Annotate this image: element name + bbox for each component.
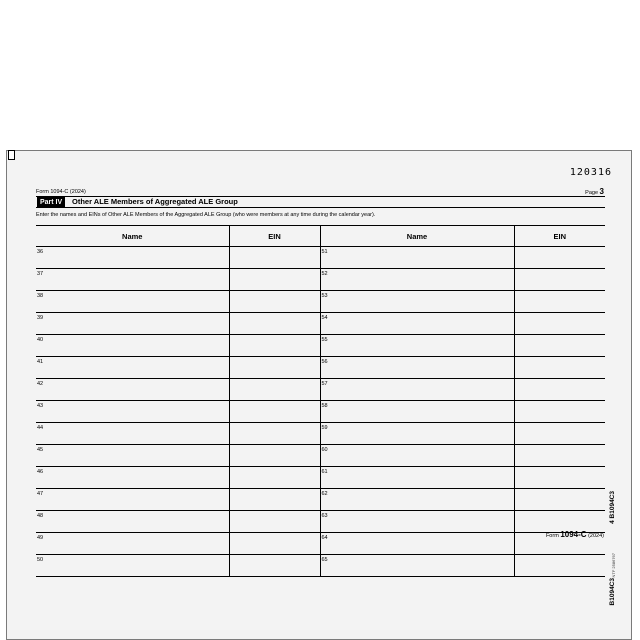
table-header-row	[36, 226, 605, 247]
name-cell-right[interactable]	[320, 511, 514, 533]
ein-cell-right[interactable]	[514, 555, 605, 577]
line-number: 41	[37, 359, 44, 365]
line-number: 65	[321, 557, 328, 563]
line-number: 56	[321, 359, 328, 365]
name-cell-left[interactable]	[36, 313, 229, 335]
table-row	[36, 313, 605, 335]
ein-cell-left[interactable]	[229, 269, 320, 291]
ein-cell-right[interactable]	[514, 423, 605, 445]
table-row	[36, 533, 605, 555]
ein-cell-right[interactable]	[514, 291, 605, 313]
name-cell-left[interactable]	[36, 247, 229, 269]
table-row	[36, 423, 605, 445]
line-number: 44	[37, 425, 44, 431]
line-number: 50	[37, 557, 44, 563]
ein-cell-right[interactable]	[514, 445, 605, 467]
page-label: Page	[585, 190, 599, 196]
ein-cell-right[interactable]	[514, 269, 605, 291]
line-number: 61	[321, 469, 328, 475]
page-number: 3	[599, 187, 604, 196]
ein-cell-left[interactable]	[229, 401, 320, 423]
line-number: 62	[321, 491, 328, 497]
ein-cell-left[interactable]	[229, 423, 320, 445]
line-number: 57	[321, 381, 328, 387]
ein-cell-left[interactable]	[229, 555, 320, 577]
name-cell-right[interactable]	[320, 489, 514, 511]
name-cell-right[interactable]	[320, 533, 514, 555]
page-indicator	[585, 187, 604, 196]
name-cell-left[interactable]	[36, 533, 229, 555]
line-number: 47	[37, 491, 44, 497]
line-number: 46	[37, 469, 44, 475]
name-cell-right[interactable]	[320, 401, 514, 423]
line-number: 53	[321, 293, 328, 299]
name-cell-left[interactable]	[36, 335, 229, 357]
column-header-name-left: Name	[36, 226, 229, 247]
ein-cell-left[interactable]	[229, 291, 320, 313]
footer-form-name: 1094-C	[560, 530, 587, 539]
line-number: 38	[37, 293, 44, 299]
ein-cell-left[interactable]	[229, 489, 320, 511]
ein-cell-right[interactable]	[514, 379, 605, 401]
ein-cell-right[interactable]	[514, 247, 605, 269]
table-row	[36, 489, 605, 511]
name-cell-right[interactable]	[320, 357, 514, 379]
ein-cell-left[interactable]	[229, 357, 320, 379]
table-row	[36, 511, 605, 533]
line-number: 59	[321, 425, 328, 431]
table-row	[36, 555, 605, 577]
part-title: Other ALE Members of Aggregated ALE Group	[72, 197, 238, 206]
instructions-text: Enter the names and EINs of Other ALE Members of the Aggregated ALE Group (who were members at any time during the calendar year).	[36, 212, 376, 218]
table-row	[36, 467, 605, 489]
ein-cell-left[interactable]	[229, 247, 320, 269]
ein-cell-left[interactable]	[229, 467, 320, 489]
ein-cell-left[interactable]	[229, 511, 320, 533]
column-header-ein-right: EIN	[514, 226, 605, 247]
line-number: 58	[321, 403, 328, 409]
part-badge: Part IV	[37, 197, 65, 208]
name-cell-left[interactable]	[36, 357, 229, 379]
line-number: 54	[321, 315, 328, 321]
name-cell-right[interactable]	[320, 555, 514, 577]
table-row	[36, 445, 605, 467]
name-cell-left[interactable]	[36, 489, 229, 511]
name-cell-right[interactable]	[320, 335, 514, 357]
name-cell-left[interactable]	[36, 269, 229, 291]
name-cell-left[interactable]	[36, 445, 229, 467]
column-header-name-right: Name	[320, 226, 514, 247]
name-cell-left[interactable]	[36, 401, 229, 423]
line-number: 36	[37, 249, 44, 255]
line-number: 49	[37, 535, 44, 541]
form-header-label: Form 1094-C (2024)	[36, 189, 86, 195]
table-row	[36, 335, 605, 357]
footer-year: (2024)	[588, 533, 604, 539]
ein-cell-right[interactable]	[514, 313, 605, 335]
part-divider	[36, 207, 605, 208]
side-form-code-bottom: B1094C3	[609, 578, 616, 606]
line-number: 60	[321, 447, 328, 453]
ein-cell-right[interactable]	[514, 335, 605, 357]
name-cell-right[interactable]	[320, 313, 514, 335]
ein-cell-right[interactable]	[514, 467, 605, 489]
form-number: 120316	[569, 167, 612, 178]
name-cell-right[interactable]	[320, 247, 514, 269]
table-row	[36, 357, 605, 379]
name-cell-left[interactable]	[36, 511, 229, 533]
side-form-code: 4 B1094C3	[609, 491, 616, 524]
line-number: 48	[37, 513, 44, 519]
table-row	[36, 247, 605, 269]
form-footer	[546, 530, 604, 539]
name-cell-right[interactable]	[320, 291, 514, 313]
name-cell-right[interactable]	[320, 445, 514, 467]
line-number: 52	[321, 271, 328, 277]
column-header-ein-left: EIN	[229, 226, 320, 247]
ein-cell-left[interactable]	[229, 379, 320, 401]
ein-cell-left[interactable]	[229, 335, 320, 357]
ein-cell-right[interactable]	[514, 489, 605, 511]
side-ntf-code: NTF 2586767	[611, 553, 616, 578]
line-number: 55	[321, 337, 328, 343]
name-cell-left[interactable]	[36, 423, 229, 445]
name-cell-left[interactable]	[36, 291, 229, 313]
name-cell-left[interactable]	[36, 467, 229, 489]
name-cell-right[interactable]	[320, 423, 514, 445]
name-cell-right[interactable]	[320, 467, 514, 489]
name-cell-left[interactable]	[36, 555, 229, 577]
line-number: 63	[321, 513, 328, 519]
line-number: 37	[37, 271, 44, 277]
ein-cell-left[interactable]	[229, 445, 320, 467]
table-row	[36, 291, 605, 313]
table-row	[36, 401, 605, 423]
name-cell-right[interactable]	[320, 269, 514, 291]
line-number: 40	[37, 337, 44, 343]
name-cell-left[interactable]	[36, 379, 229, 401]
line-number: 45	[37, 447, 44, 453]
line-number: 39	[37, 315, 44, 321]
ein-cell-right[interactable]	[514, 357, 605, 379]
ein-cell-right[interactable]	[514, 401, 605, 423]
ein-cell-left[interactable]	[229, 313, 320, 335]
corner-registration-mark	[8, 150, 15, 160]
line-number: 42	[37, 381, 44, 387]
name-cell-right[interactable]	[320, 379, 514, 401]
footer-prefix: Form	[545, 533, 559, 539]
table-row	[36, 269, 605, 291]
line-number: 51	[321, 249, 328, 255]
ein-cell-left[interactable]	[229, 533, 320, 555]
table-row	[36, 379, 605, 401]
line-number: 64	[321, 535, 328, 541]
line-number: 43	[37, 403, 44, 409]
